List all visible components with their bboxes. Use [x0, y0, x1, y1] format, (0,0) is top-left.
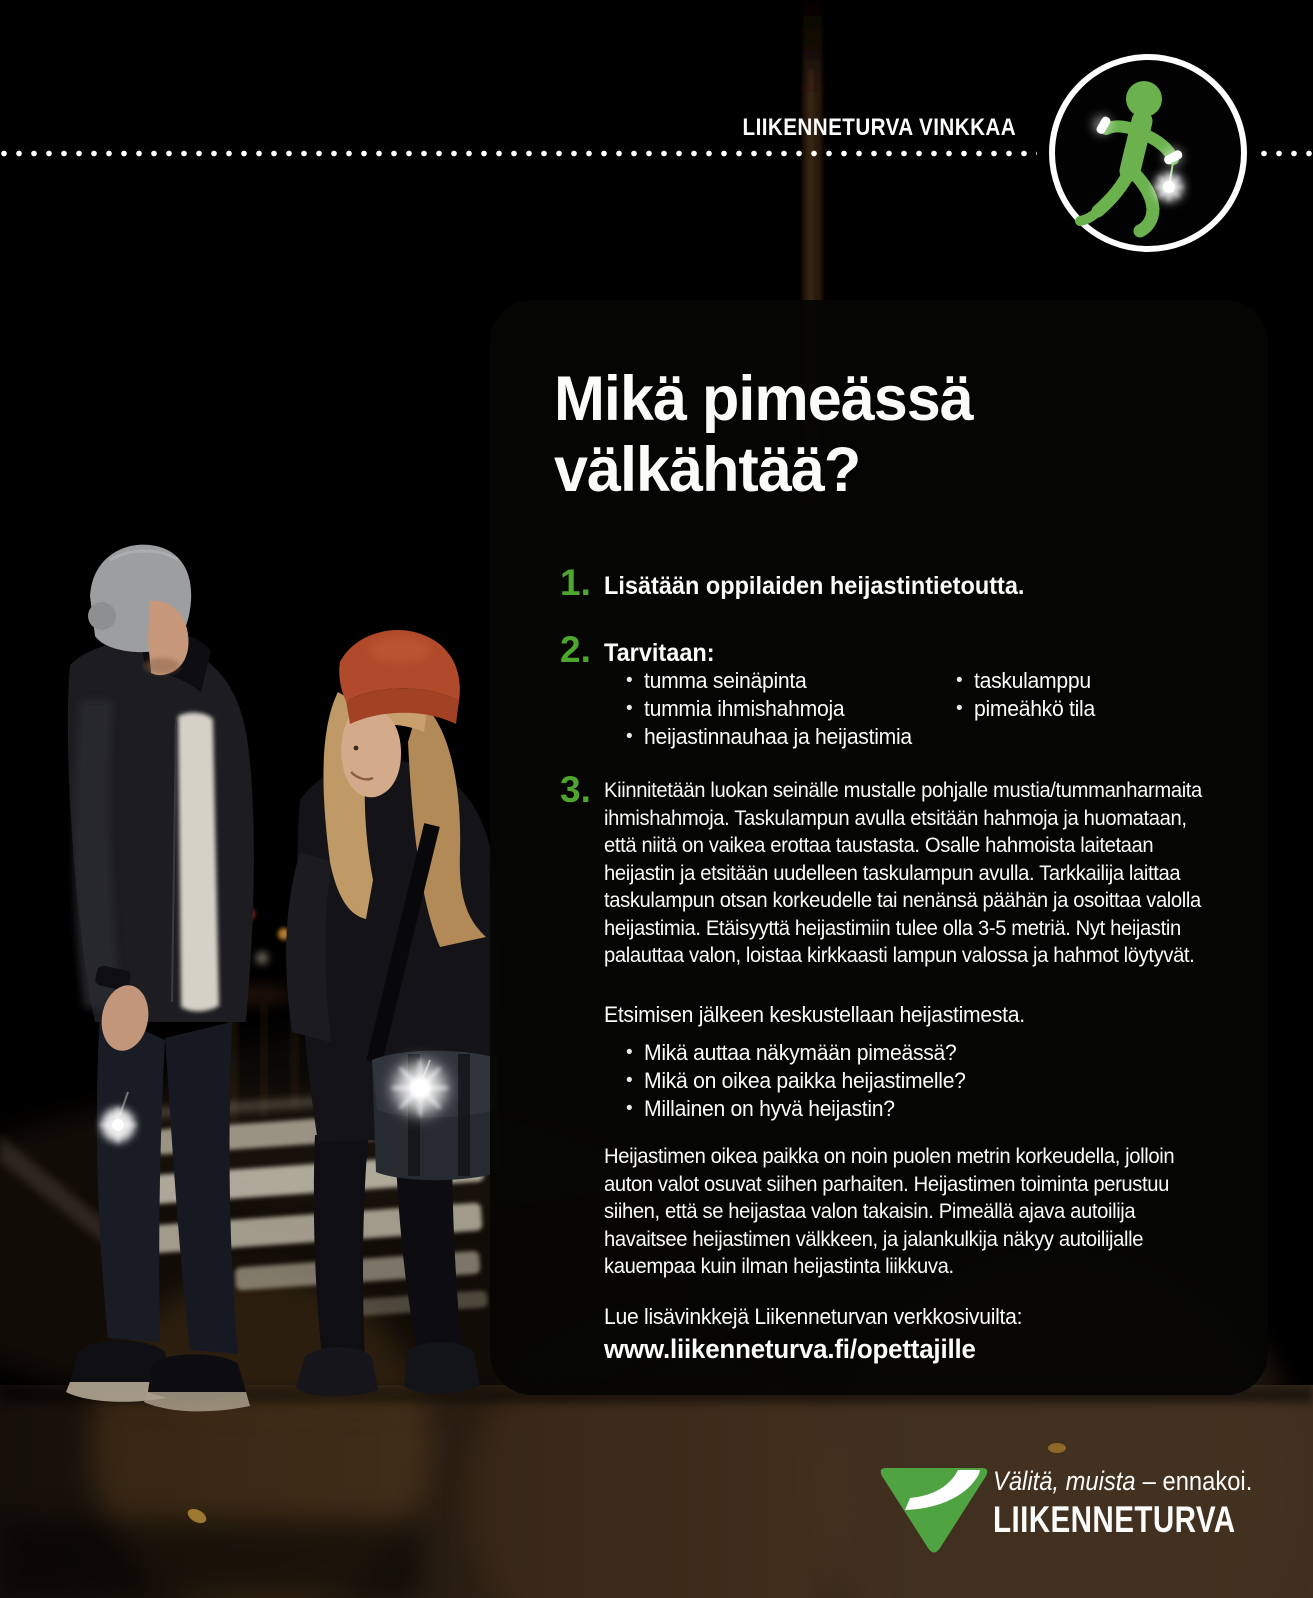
brand-tagline — [993, 1466, 1252, 1497]
paragraph-line: että niitä on vaikea erottaa taustasta. Osalle hahmoista laitetaan — [604, 833, 1154, 857]
info-line: Heijastimen oikea paikka on noin puolen metrin korkeudella, jolloin — [604, 1144, 1175, 1168]
bullet-item: • tummia ihmishahmoja — [626, 696, 845, 721]
step-heading: Tarvitaan: — [604, 639, 715, 667]
paragraph-line: heijastimia. Etäisyyttä heijastimiin tulee olla 3-5 metriä. Nyt heijastin — [604, 915, 1181, 940]
bullet-dot: • — [626, 670, 633, 691]
bullet-item: • Millainen on hyvä heijastin? — [626, 1096, 895, 1121]
bullet-item: • Mikä on oikea paikka heijastimelle? — [626, 1068, 966, 1093]
tagline-rest: – ennakoi. — [1142, 1466, 1253, 1496]
poster-title — [554, 364, 973, 506]
bullet-item: • Mikä auttaa näkymään pimeässä? — [626, 1040, 957, 1065]
paragraph-line: heijastin ja etsitään uudelleen taskulampun avulla. Tarkkailija laittaa — [604, 860, 1181, 885]
bullet-dot: • — [956, 670, 963, 691]
header-label: LIIKENNETURVA VINKKAA — [742, 114, 1016, 141]
reflective-pedestrian-icon — [1036, 41, 1260, 265]
paragraph-line: taskulampun otsan korkeudelle tai nenänsä päähän ja osoittaa valolla — [604, 888, 1201, 912]
more-info-lead: Lue lisävinkkejä Liikenneturvan verkkosivuilta: — [604, 1304, 1023, 1329]
step-number: 1. — [560, 562, 591, 603]
tagline-italic: Välitä, muista — [993, 1466, 1136, 1496]
bullet-dot: • — [956, 698, 963, 719]
bullet-item: • tumma seinäpinta — [626, 668, 807, 693]
bullet-item: • heijastinnauhaa ja heijastimia — [626, 724, 912, 749]
paragraph-line: Kiinnitetään luokan seinälle mustalle pohjalle mustia/tummanharmaita — [604, 778, 1202, 802]
paragraph-line: ihmishahmoja. Taskulampun avulla etsitään hahmoja ja huomataan, — [604, 805, 1187, 830]
brand-name: LIIKENNETURVA — [993, 1499, 1236, 1540]
liikenneturva-triangle-logo — [876, 1460, 992, 1560]
step-heading: Lisätään oppilaiden heijastintietoutta. — [604, 572, 1025, 600]
bullet-dot: • — [626, 726, 633, 747]
bullet-item: • pimeähkö tila — [956, 696, 1095, 721]
info-line: auton valot osuvat siihen parhaiten. Heijastimen toiminta perustuu — [604, 1171, 1169, 1196]
bullet-dot: • — [626, 698, 633, 719]
title-line: Mikä pimeässä — [554, 364, 973, 434]
bullet-item: • taskulamppu — [956, 668, 1091, 693]
step-number: 2. — [560, 629, 591, 670]
paragraph-line: palauttaa valon, loistaa kirkkaasti lampun valossa ja hahmot löytyvät. — [604, 943, 1195, 967]
leaf — [1048, 1443, 1066, 1453]
info-line: kauempaa kuin ilman heijastinta liikkuva. — [604, 1254, 954, 1278]
content-panel — [490, 300, 1268, 1395]
discussion-intro: Etsimisen jälkeen keskustellaan heijastimesta. — [604, 1002, 1025, 1027]
website-url[interactable]: www.liikenneturva.fi/opettajille — [604, 1334, 976, 1364]
reflector-glow-right — [392, 1060, 448, 1116]
info-line: siihen, että se heijastaa valon takaisin. Pimeällä ajava autoilija — [604, 1199, 1136, 1223]
info-line: havaitsee heijastimen välkkeen, ja jalankulkija näkyy autoilijalle — [604, 1226, 1144, 1251]
bullet-dot: • — [626, 1042, 633, 1063]
step-number: 3. — [560, 769, 591, 810]
bullet-dot: • — [626, 1098, 633, 1119]
bullet-dot: • — [626, 1070, 633, 1091]
title-line: välkähtää? — [554, 435, 861, 505]
